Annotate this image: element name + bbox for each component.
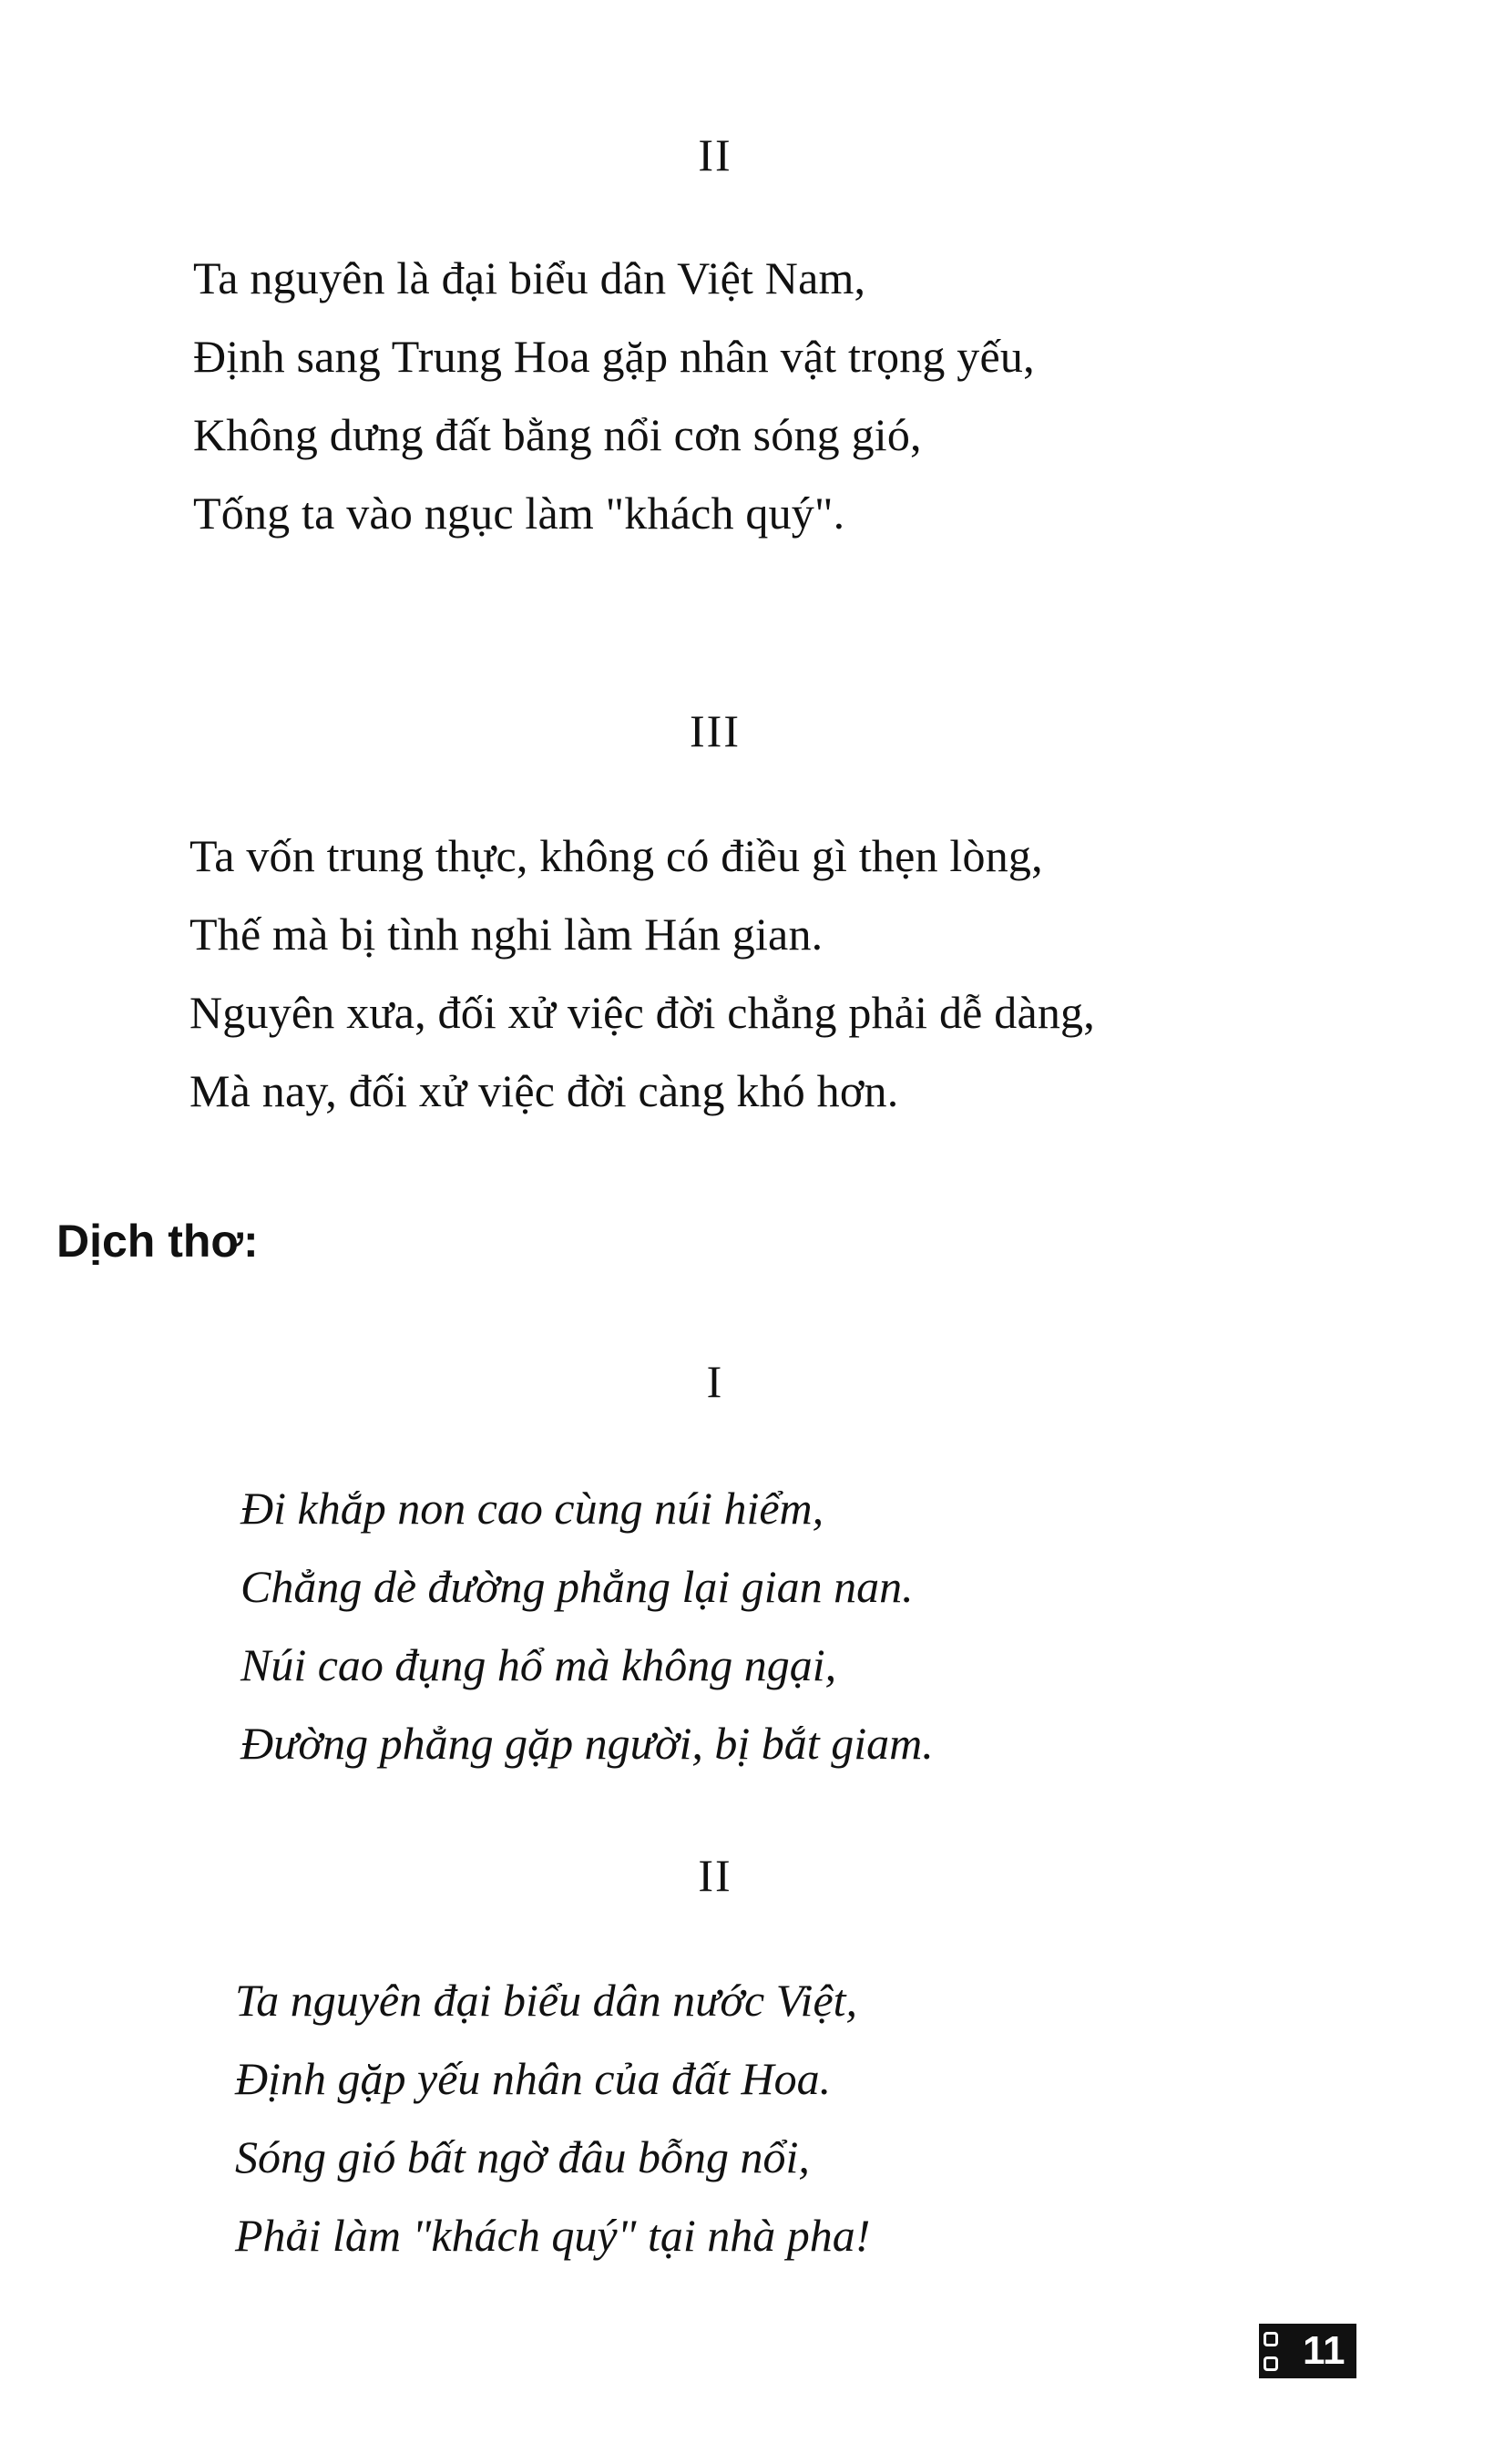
stanza-line: Tống ta vào ngục làm "khách quý".: [193, 488, 845, 539]
stanza-line: Định sang Trung Hoa gặp nhân vật trọng yếu,: [193, 331, 1035, 382]
stanza-line: Phải làm "khách quý" tại nhà pha!: [235, 2210, 871, 2261]
verse-stanza-i: [240, 1469, 934, 1782]
stanza-line: Chẳng dè đường phẳng lại gian nan.: [240, 1561, 914, 1612]
stanza-line: Định gặp yếu nhân của đất Hoa.: [235, 2053, 832, 2104]
section-numeral-ii-verse: II: [698, 1850, 732, 1901]
section-numeral-i: I: [706, 1356, 724, 1407]
section-heading: Dịch thơ:: [56, 1216, 259, 1267]
stanza-line: Ta nguyên là đại biểu dân Việt Nam,: [193, 252, 866, 303]
stanza-line: Thế mà bị tình nghi làm Hán gian.: [189, 909, 824, 960]
stanza-line: Ta vốn trung thực, không có điều gì thẹn lòng,: [189, 830, 1043, 881]
page-number-badge: [1259, 2324, 1356, 2378]
verse-stanza-ii: [235, 1961, 870, 2274]
stanza-line: Núi cao đụng hổ mà không ngại,: [240, 1639, 837, 1690]
stanza-line: Nguyên xưa, đối xử việc đời chẳng phải dễ dàng,: [189, 987, 1095, 1038]
prose-stanza-ii: [193, 239, 1035, 552]
stanza-line: Ta nguyên đại biểu dân nước Việt,: [235, 1975, 858, 2026]
spiral-ornament-icon: [1259, 2324, 1283, 2378]
section-numeral-ii: II: [698, 129, 732, 180]
stanza-line: Đường phẳng gặp người, bị bắt giam.: [240, 1718, 934, 1769]
stanza-line: Sóng gió bất ngờ đâu bỗng nổi,: [235, 2131, 810, 2182]
stanza-line: Đi khắp non cao cùng núi hiểm,: [240, 1483, 824, 1534]
stanza-line: Không dưng đất bằng nổi cơn sóng gió,: [193, 409, 922, 460]
prose-stanza-iii: [189, 816, 1095, 1130]
stanza-line: Mà nay, đối xử việc đời càng khó hơn.: [189, 1065, 899, 1116]
page-number: 11: [1283, 2324, 1356, 2378]
section-numeral-iii: III: [690, 705, 741, 756]
